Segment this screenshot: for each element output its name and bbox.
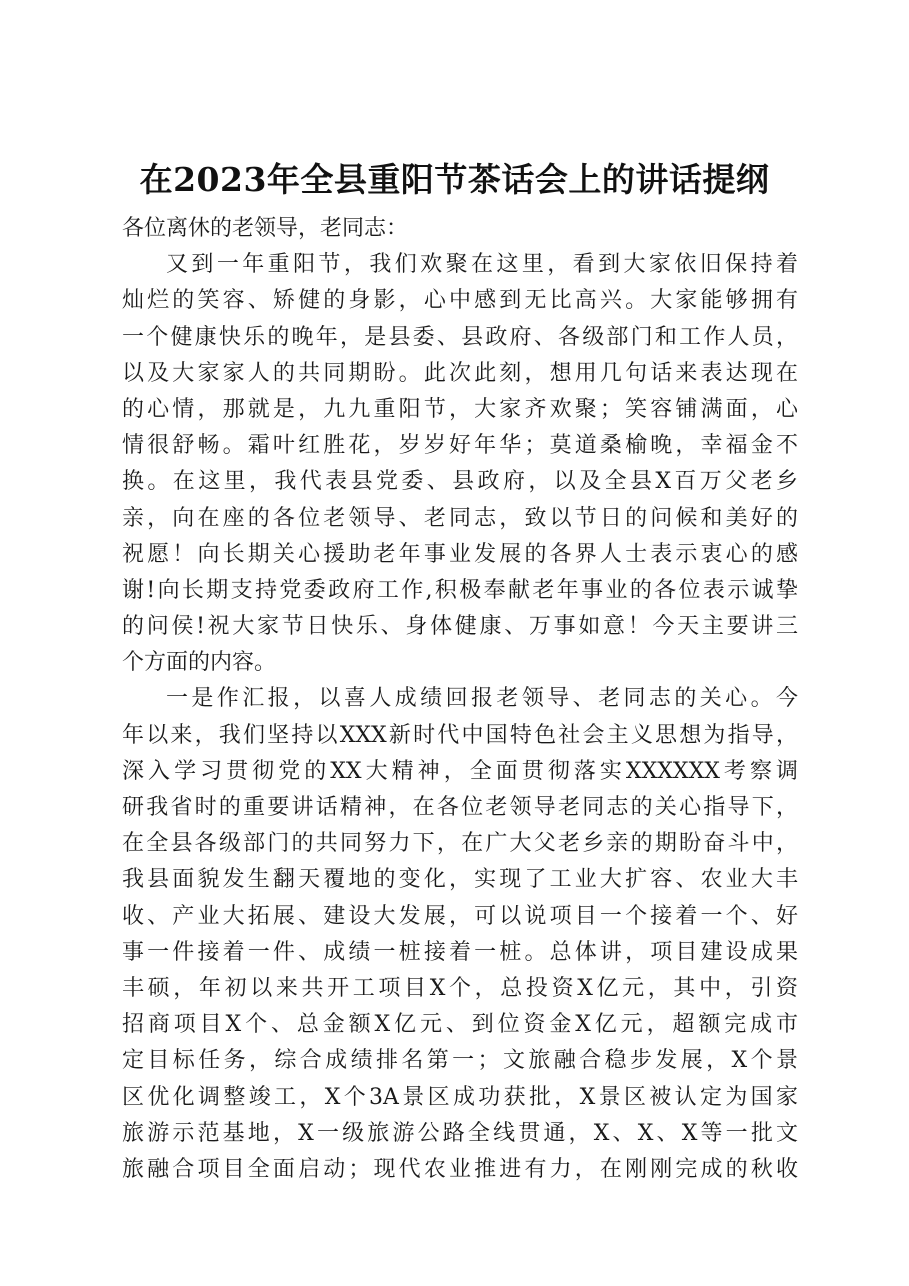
paragraph-line: 换。在这里，我代表县党委、县政府，以及全县X百万父老乡	[122, 469, 798, 495]
paragraph-line: 定目标任务，综合成绩排名第一；文旅融合稳步发展，X个景	[122, 1048, 798, 1074]
paragraph-line: 的心情，那就是，九九重阳节，大家齐欢聚；笑容铺满面，心	[122, 396, 798, 422]
document-body	[122, 211, 798, 1188]
paragraph-line: 的问侯!祝大家节日快乐、身体健康、万事如意！今天主要讲三	[122, 614, 798, 640]
paragraph-line: 收、产业大拓展、建设大发展，可以说项目一个接着一个、好	[122, 903, 798, 929]
paragraph-line: 事一件接着一件、成绩一桩接着一桩。总体讲，项目建设成果	[122, 939, 798, 965]
paragraph-line: 个方面的内容。	[122, 650, 277, 676]
paragraph-line: 情很舒畅。霜叶红胜花，岁岁好年华；莫道桑榆晚，幸福金不	[122, 433, 798, 459]
paragraph-line: 谢!向长期支持党委政府工作,积极奉献老年事业的各位表示诚挚	[122, 577, 798, 603]
paragraph-line: 研我省时的重要讲话精神，在各位老领导老同志的关心指导下，	[122, 795, 798, 820]
paragraph-line: 以及大家家人的共同期盼。此次此刻，想用几句话来表达现在	[122, 360, 798, 386]
paragraph-line: 亲，向在座的各位老领导、老同志，致以节日的问候和美好的	[122, 505, 798, 531]
paragraph-line: 我县面貌发生翻天覆地的变化，实现了工业大扩容、农业大丰	[122, 867, 798, 893]
paragraph-line: 灿烂的笑容、矫健的身影，心中感到无比高兴。大家能够拥有	[122, 288, 798, 314]
paragraph-line: 在全县各级部门的共同努力下，在广大父老乡亲的期盼奋斗中，	[122, 831, 798, 857]
paragraph-line: 旅游示范基地，X一级旅游公路全线贯通，X、X、X等一批文	[122, 1120, 798, 1146]
salutation-line: 各位离休的老领导，老同志：	[122, 216, 409, 241]
paragraph-line: 丰硕，年初以来共开工项目X个，总投资X亿元，其中，引资	[122, 975, 798, 1001]
paragraph-line: 年以来，我们坚持以XXX新时代中国特色社会主义思想为指导，	[122, 722, 798, 748]
paragraph-line: 旅融合项目全面启动；现代农业推进有力，在刚刚完成的秋收	[122, 1156, 798, 1182]
paragraph-line: 招商项目X个、总金额X亿元、到位资金X亿元，超额完成市	[122, 1012, 798, 1038]
paragraph-line: 祝愿！向长期关心援助老年事业发展的各界人士表示衷心的感	[122, 541, 798, 567]
paragraph-line: 深入学习贯彻党的XX大精神，全面贯彻落实XXXXXX考察调	[122, 758, 798, 784]
document-title: 在2023年全县重阳节茶话会上的讲话提纲	[139, 160, 770, 199]
paragraph-line: 一是作汇报，以喜人成绩回报老领导、老同志的关心。今	[166, 686, 798, 712]
paragraph-line: 一个健康快乐的晚年，是县委、县政府、各级部门和工作人员，	[122, 324, 798, 350]
paragraph-line: 又到一年重阳节，我们欢聚在这里，看到大家依旧保持着	[166, 252, 798, 278]
paragraph-line: 区优化调整竣工，X个3A景区成功获批，X景区被认定为国家	[122, 1084, 798, 1110]
